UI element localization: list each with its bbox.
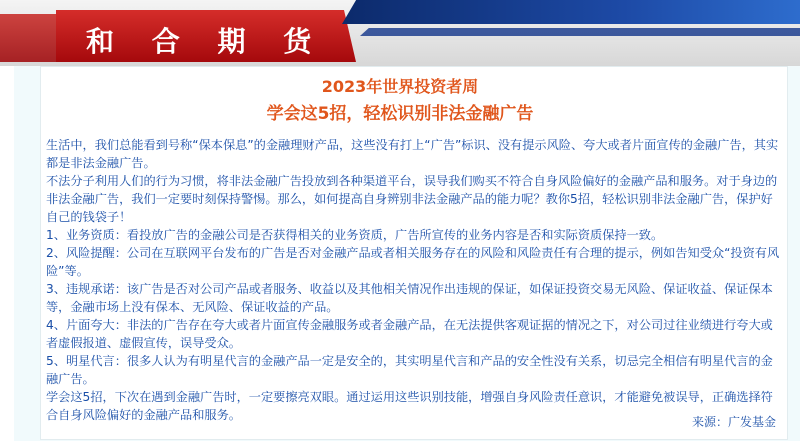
article-title-line1: 2023年世界投资者周 — [321, 77, 479, 96]
paragraph-conclusion: 学会这5招，下次在遇到金融广告时，一定要擦亮双眼。通过运用这些识别技能，增强自身风险责任意识，才能避免被误导，正确选择符合自身风险偏好的金融产品和服务。 — [46, 390, 773, 422]
article-title-line2: 学会这5招，轻松识别非法金融广告 — [266, 104, 534, 124]
article-source: 来源：广发基金 — [691, 415, 776, 429]
paragraph-tip-2: 2、风险提醒：公司在互联网平台发布的广告是否对金融产品或者相关服务存在的风险和风险责任有合理的提示，例如告知受众“投资有风险”等。 — [46, 246, 780, 278]
paragraph-tip-3: 3、违规承诺：该广告是否对公司产品或者服务、收益以及其他相关情况作出违规的保证，如保证投资交易无风险、保证收益、保证保本等，金融市场上没有保本、无风险、保证收益的产品。 — [46, 282, 773, 314]
brand-name: 和 合 期 货 — [86, 25, 326, 58]
paragraph-tip-1: 1、业务资质：看投放广告的金融公司是否获得相关的业务资质，广告所宣传的业务内容是否和实际资质保持一致。 — [46, 228, 664, 242]
paragraph-intro: 生活中，我们总能看到号称“保本保息”的金融理财产品，这些没有打上“广告”标识、没有提示风险、夸大或者片面宣传的金融广告，其实都是非法金融广告。 — [46, 138, 779, 170]
paragraph-tip-5: 5、明星代言：很多人认为有明星代言的金融产品一定是安全的，其实明星代言和产品的安全性没有关系，切忌完全相信有明星代言的金融广告。 — [46, 354, 773, 386]
paragraph-tip-4: 4、片面夸大：非法的广告存在夸大或者片面宣传金融服务或者金融产品，在无法提供客观证据的情况之下，对公司过往业绩进行夸大或者虚假报道、虚假宣传，误导受众。 — [46, 318, 773, 350]
article-body — [46, 136, 781, 424]
banner-blue-stripe — [360, 28, 800, 36]
paragraph-warning: 不法分子利用人们的行为习惯，将非法金融广告投放到各种渠道平台，误导我们购买不符合自身风险偏好的金融产品和服务。对于身边的非法金融广告，我们一定要时刻保持警惕。那么，如何提高自身辨别非法金融产品的能力呢？教你5招，轻松识别非法金融广告，保护好自己的钱袋子！ — [46, 174, 778, 224]
banner-blue-bar — [342, 0, 800, 24]
header-banner — [0, 0, 800, 66]
banner-red-left — [0, 14, 56, 62]
